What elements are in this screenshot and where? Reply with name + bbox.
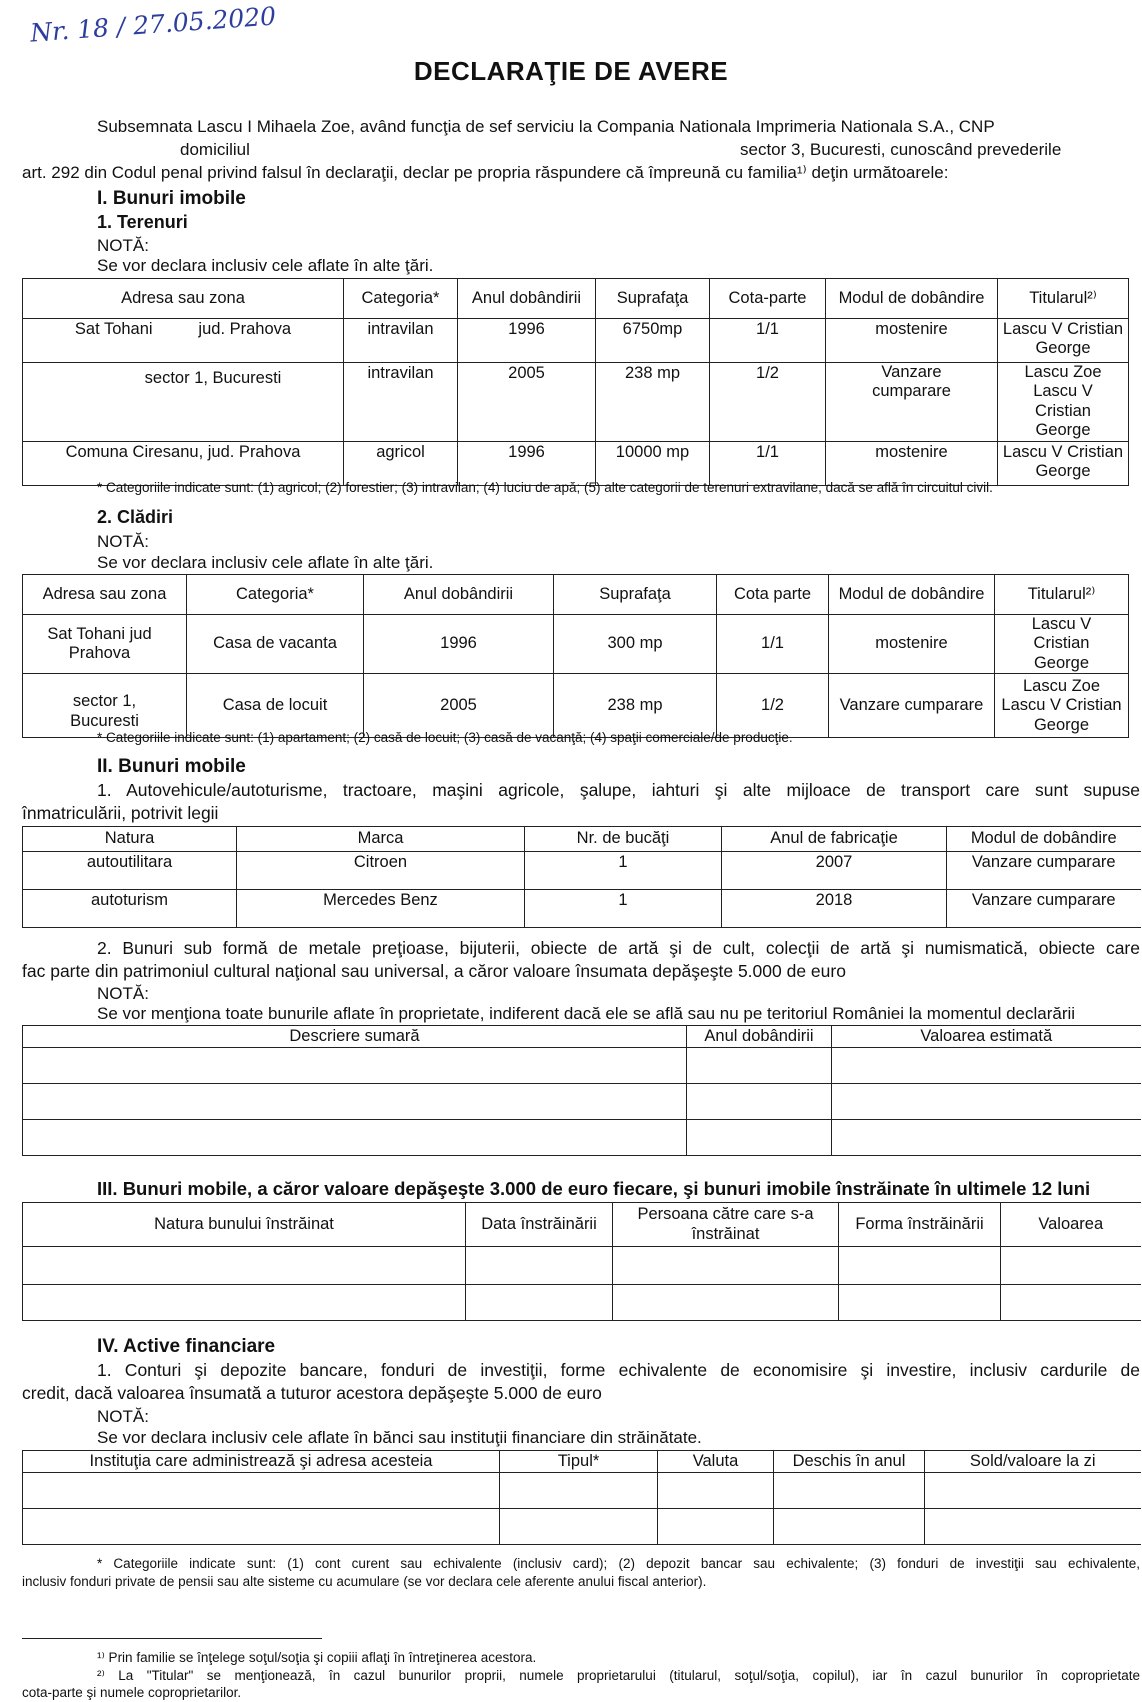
cladiri-header-cota: Cota parte (717, 575, 829, 615)
terenuri-cell: 1/1 (710, 441, 826, 485)
cladiri-cell: 1/1 (717, 615, 829, 674)
financial-header-valuta: Valuta (658, 1451, 774, 1473)
financial-header-tipul: Tipul* (500, 1451, 658, 1473)
financial-header-deschis: Deschis în anul (774, 1451, 925, 1473)
terenuri-title: 1. Terenuri (97, 212, 188, 232)
terenuri-cell: intravilan (344, 319, 458, 363)
section-2-p1-line1: 1. Autovehicule/autoturisme, tractoare, maşini agricole, şalupe, iahturi şi alte mijloace de transport care sunt supuse (97, 780, 1140, 800)
terenuri-cell: 6750mp (596, 319, 710, 363)
cladiri-cell: 1/2 (717, 674, 829, 738)
cladiri-nota-text: Se vor declara inclusiv cele aflate în alte ţări. (97, 553, 434, 572)
section-1-title: I. Bunuri imobile (97, 188, 246, 209)
table-row (23, 674, 1129, 738)
terenuri-cell: Sat Tohani jud. Prahova (23, 319, 344, 363)
cladiri-nota: NOTĂ: (97, 532, 149, 551)
terenuri-cell: 2005 (458, 363, 596, 442)
table-row (23, 441, 1129, 485)
valuables-header-valoarea: Valoarea estimată (832, 1026, 1141, 1048)
section-2-title: II. Bunuri mobile (97, 756, 246, 777)
intro-line-3: art. 292 din Codul penal privind falsul în declaraţii, declar pe propria răspundere că împreună cu familia¹⁾ deţin următoarele: (22, 163, 949, 182)
vehicles-cell: Citroen (237, 852, 525, 890)
vehicles-cell: 2007 (722, 852, 947, 890)
financial-nota-text: Se vor declara inclusiv cele aflate în bănci sau instituţii financiare din străinătate. (97, 1428, 702, 1447)
terenuri-header-categoria: Categoria* (344, 279, 458, 319)
table-row (23, 1285, 1141, 1321)
cladiri-header-adresa: Adresa sau zona (23, 575, 187, 615)
vehicles-header-modul: Modul de dobândire (947, 827, 1141, 852)
financial-header-sold: Sold/valoare la zi (925, 1451, 1141, 1473)
valuables-header-descriere: Descriere sumară (23, 1026, 687, 1048)
vehicles-cell: autoturism (23, 890, 237, 928)
vehicles-cell: 1 (525, 852, 722, 890)
vehicles-header-nr: Nr. de bucăţi (525, 827, 722, 852)
terenuri-cell: Vanzare cumparare (826, 363, 998, 442)
financial-table (22, 1450, 1141, 1545)
table-row (23, 1247, 1141, 1285)
intro-line-2b: sector 3, Bucuresti, cunoscând prevederile (740, 140, 1062, 159)
terenuri-cell: Lascu V Cristian George (998, 441, 1129, 485)
vehicles-header-anul: Anul de fabricaţie (722, 827, 947, 852)
table-row (23, 363, 1129, 442)
financial-footnote-line2: inclusiv fonduri private de pensii sau alte sisteme cu acumulare (se vor declara cele aferente anului fiscal anterior). (22, 1574, 707, 1589)
terenuri-table (22, 278, 1129, 486)
terenuri-cell: 1996 (458, 319, 596, 363)
terenuri-header-modul: Modul de dobândire (826, 279, 998, 319)
vehicles-cell: 1 (525, 890, 722, 928)
terenuri-cell: Comuna Ciresanu, jud. Prahova (23, 441, 344, 485)
terenuri-cell: 1996 (458, 441, 596, 485)
intro-line-2a: domiciliul (180, 140, 250, 159)
section-2-p2-line2: fac parte din patrimoniul cultural naţional sau universal, a căror valoare însumata depăşeşte 5.000 de euro (22, 961, 846, 981)
cladiri-header-suprafata: Suprafaţa (554, 575, 717, 615)
cladiri-cell: Casa de vacanta (187, 615, 364, 674)
table-row (23, 1473, 1141, 1509)
section-2-p1-line2: înmatriculării, potrivit legii (22, 803, 219, 823)
table-row (23, 1120, 1141, 1156)
cladiri-cell: Lascu Zoe Lascu V Cristian George (995, 674, 1129, 738)
alienated-goods-table (22, 1202, 1141, 1321)
section-2-p2-line1: 2. Bunuri sub formă de metale preţioase, bijuterii, obiecte de artă şi de cult, colecţii de artă şi numismatică, obiecte care (97, 938, 1140, 958)
terenuri-cell: 238 mp (596, 363, 710, 442)
cladiri-cell: Vanzare cumparare (829, 674, 995, 738)
cladiri-cell: 300 mp (554, 615, 717, 674)
vehicles-cell: Vanzare cumparare (947, 852, 1141, 890)
vehicles-header-natura: Natura (23, 827, 237, 852)
section-4-p1-line1: 1. Conturi şi depozite bancare, fonduri de investiţii, forme echivalente de economisire şi investire, inclusiv cardurile de (97, 1360, 1140, 1380)
terenuri-cell: agricol (344, 441, 458, 485)
terenuri-cell: sector 1, Bucuresti (23, 363, 344, 442)
valuables-header-anul: Anul dobândirii (687, 1026, 832, 1048)
terenuri-cell: mostenire (826, 319, 998, 363)
terenuri-nota-text: Se vor declara inclusiv cele aflate în alte ţări. (97, 256, 434, 275)
valuables-table (22, 1025, 1141, 1156)
terenuri-header-cota: Cota-parte (710, 279, 826, 319)
terenuri-cell: 1/1 (710, 319, 826, 363)
cladiri-table (22, 574, 1129, 738)
table-row (23, 319, 1129, 363)
cladiri-header-modul: Modul de dobândire (829, 575, 995, 615)
alienated-header-persoana: Persoana către care s-a înstrăinat (613, 1203, 839, 1247)
footnote-2-line1: ²⁾ La "Titular" se menţionează, în cazul bunurilor proprii, numele proprietarului (titularul, soţul/soţia, copilul), iar în cazul bunurilor în coproprietate (97, 1668, 1140, 1683)
terenuri-header-adresa: Adresa sau zona (23, 279, 344, 319)
terenuri-cell: Lascu V Cristian George (998, 319, 1129, 363)
cladiri-cell: 2005 (364, 674, 554, 738)
cladiri-cell: Casa de locuit (187, 674, 364, 738)
cladiri-footnote: * Categoriile indicate sunt: (1) apartament; (2) casă de locuit; (3) casă de vacanţă; (4) spaţii comerciale/de producţie. (97, 730, 793, 745)
vehicles-cell: Mercedes Benz (237, 890, 525, 928)
vehicles-cell: 2018 (722, 890, 947, 928)
table-row (23, 615, 1129, 674)
cladiri-header-titular: Titularul²⁾ (995, 575, 1129, 615)
terenuri-cell: Lascu Zoe Lascu V Cristian George (998, 363, 1129, 442)
alienated-header-data: Data înstrăinării (466, 1203, 613, 1247)
section-3-title: III. Bunuri mobile, a căror valoare depăşeşte 3.000 de euro fiecare, şi bunuri imobile înstrăinate în ultimele 12 luni (97, 1178, 1091, 1199)
cladiri-cell: Lascu V Cristian George (995, 615, 1129, 674)
handwritten-registration-note: Nr. 18 / 27.05.2020 (29, 1, 277, 48)
intro-line-1: Subsemnata Lascu I Mihaela Zoe, având funcţia de sef serviciu la Compania Nationala Imprimeria Nationala S.A., CNP (97, 117, 995, 136)
section-4-title: IV. Active financiare (97, 1336, 276, 1357)
footnote-separator (22, 1638, 322, 1639)
alienated-header-forma: Forma înstrăinării (839, 1203, 1001, 1247)
financial-nota: NOTĂ: (97, 1407, 149, 1426)
cladiri-cell: 1996 (364, 615, 554, 674)
vehicles-cell: Vanzare cumparare (947, 890, 1141, 928)
cladiri-header-anul: Anul dobândirii (364, 575, 554, 615)
terenuri-cell: 1/2 (710, 363, 826, 442)
table-row (23, 1509, 1141, 1545)
financial-header-institutia: Instituţia care administrează şi adresa acesteia (23, 1451, 500, 1473)
financial-footnote-line1: * Categoriile indicate sunt: (1) cont curent sau echivalente (inclusiv card); (2) depozit bancar sau echivalente; (3) fonduri de investiţii sau echivalente, (97, 1556, 1140, 1571)
terenuri-header-titular: Titularul²⁾ (998, 279, 1129, 319)
table-row (23, 852, 1141, 890)
terenuri-footnote: * Categoriile indicate sunt: (1) agricol; (2) forestier; (3) intravilan; (4) luciu de apă; (5) alte categorii de terenuri extravilane, dacă se află în circuitul civil. (97, 480, 993, 495)
cladiri-cell: sector 1, Bucuresti (23, 674, 187, 738)
table-row (23, 1048, 1141, 1084)
valuables-nota-text: Se vor menţiona toate bunurile aflate în proprietate, indiferent dacă ele se află sau nu pe teritoriul României la momentul declarării (97, 1004, 1076, 1023)
terenuri-header-anul: Anul dobândirii (458, 279, 596, 319)
vehicles-cell: autoutilitara (23, 852, 237, 890)
terenuri-cell: 10000 mp (596, 441, 710, 485)
document-title: DECLARAŢIE DE AVERE (413, 56, 729, 86)
vehicles-table (22, 826, 1141, 928)
vehicles-header-marca: Marca (237, 827, 525, 852)
footnote-2-line2: cota-parte şi numele coproprietarilor. (22, 1685, 242, 1700)
terenuri-cell: mostenire (826, 441, 998, 485)
valuables-nota: NOTĂ: (97, 984, 149, 1003)
alienated-header-natura: Natura bunului înstrăinat (23, 1203, 466, 1247)
cladiri-cell: 238 mp (554, 674, 717, 738)
cladiri-header-categoria: Categoria* (187, 575, 364, 615)
terenuri-nota: NOTĂ: (97, 236, 149, 255)
section-4-p1-line2: credit, dacă valoarea însumată a tuturor acestora depăşeşte 5.000 de euro (22, 1383, 602, 1403)
terenuri-header-suprafata: Suprafaţa (596, 279, 710, 319)
terenuri-cell: intravilan (344, 363, 458, 442)
cladiri-title: 2. Clădiri (97, 507, 174, 527)
alienated-header-valoarea: Valoarea (1001, 1203, 1141, 1247)
cladiri-cell: mostenire (829, 615, 995, 674)
table-row (23, 890, 1141, 928)
cladiri-cell: Sat Tohani jud Prahova (23, 615, 187, 674)
table-row (23, 1084, 1141, 1120)
footnote-1: ¹⁾ Prin familie se înţelege soţul/soţia şi copiii aflaţi în întreţinerea acestora. (97, 1650, 537, 1665)
